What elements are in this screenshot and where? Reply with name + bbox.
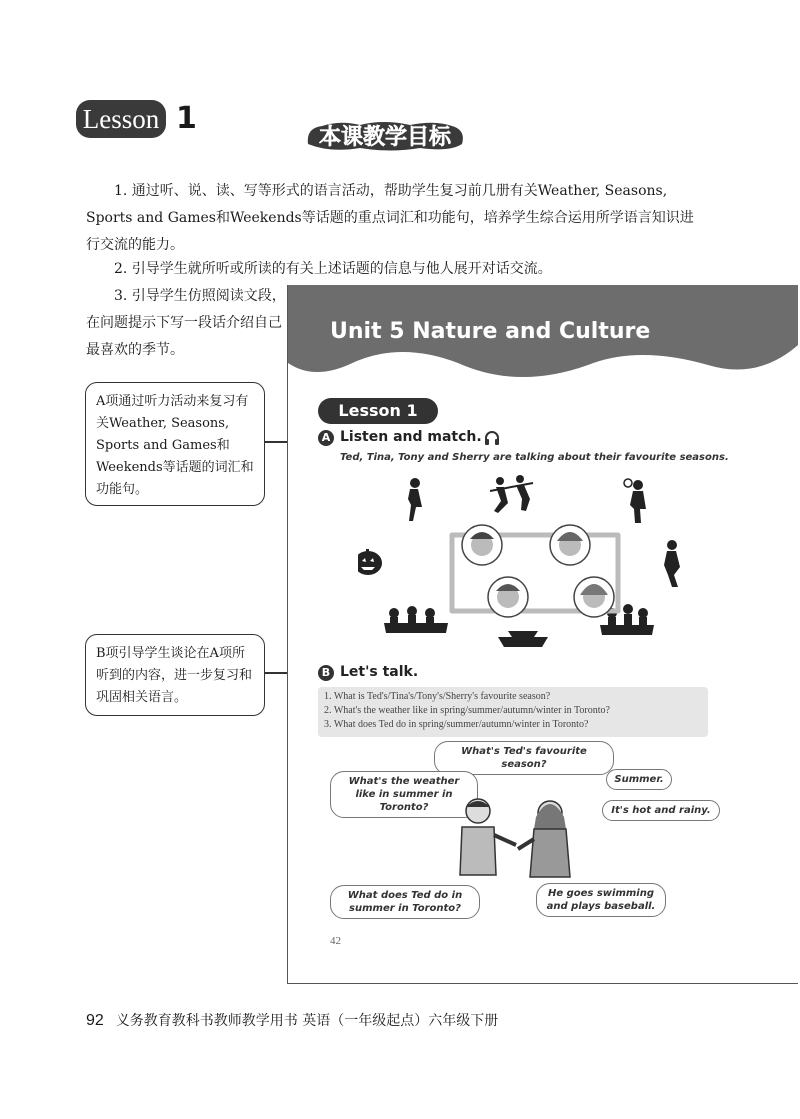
boy-figure-icon <box>460 799 516 875</box>
pumpkin-icon <box>358 549 382 575</box>
lesson-number: 1 <box>176 101 197 136</box>
sherry-face-icon <box>574 577 614 617</box>
bubble-do-answer: He goes swimming and plays baseball. <box>536 883 666 917</box>
page-footer <box>86 1010 498 1030</box>
tennis-player-icon <box>624 479 646 523</box>
unit-banner <box>288 285 798 405</box>
objective-1: 1. 通过听、说、读、写等形式的语言活动，帮助学生复习前几册有关Weather, Seasons, Sports and Games和Weekends等话题的重点词汇和功能句，培养学生综合运用所学语言知识进行交流的能力。 <box>86 183 694 253</box>
objectives-title-text: 本课教学目标 <box>318 125 452 150</box>
objective-2: 2. 引导学生就所听或所读的有关上述话题的信息与他人展开对话交流。 <box>114 261 552 277</box>
note-b-box <box>85 634 265 716</box>
bubble-hot-answer: It's hot and rainy. <box>602 800 720 821</box>
dancers-icon <box>490 475 533 513</box>
tony-face-icon <box>488 577 528 617</box>
bubble-weather-question: What's the weather like in summer in Toronto? <box>330 771 478 818</box>
picnic-group-icon <box>384 606 448 633</box>
skater-icon <box>664 540 680 587</box>
ted-face-icon <box>462 525 502 565</box>
section-b-marker: B <box>318 665 334 681</box>
section-b-questions <box>318 687 708 737</box>
skier-icon <box>408 478 422 521</box>
question-1: 1. What is Ted's/Tina's/Tony's/Sherry's favourite season? <box>324 691 551 702</box>
listen-match-illustration <box>358 475 758 675</box>
footer-book-title: 义务教育教科书教师教学用书 英语（一年级起点）六年级下册 <box>115 1013 499 1029</box>
section-b-title: Let's talk. <box>340 664 419 680</box>
bubble-summer-answer: Summer. <box>606 769 672 790</box>
textbook-page <box>287 285 798 984</box>
tina-face-icon <box>550 525 590 565</box>
section-a-title: Listen and match. <box>340 429 482 445</box>
bubble-do-question: What does Ted do in summer in Toronto? <box>330 885 480 919</box>
bubble-favourite-question: What's Ted's favourite season? <box>434 741 614 775</box>
note-a-box <box>85 382 265 506</box>
girl-figure-icon <box>518 801 570 877</box>
headphones-icon <box>484 430 500 446</box>
note-b-text: B项引导学生谈论在A项所听到的内容，进一步复习和巩固相关语言。 <box>96 646 253 705</box>
textbook-lesson-pill: Lesson 1 <box>318 398 438 424</box>
footer-page-number: 92 <box>86 1012 104 1029</box>
section-a-instruction: Ted, Tina, Tony and Sherry are talking about their favourite seasons. <box>340 452 729 463</box>
talking-characters-illustration <box>438 795 588 887</box>
objectives-title <box>300 118 470 152</box>
question-3: 3. What does Ted do in spring/summer/autumn/winter in Toronto? <box>324 719 589 730</box>
section-a-marker: A <box>318 430 334 446</box>
unit-title: Unit 5 Nature and Culture <box>330 319 651 344</box>
textbook-page-number: 42 <box>330 935 341 947</box>
objective-3: 3. 引导学生仿照阅读文段，在问题提示下写一段话介绍自己最喜欢的季节。 <box>86 288 286 358</box>
note-a-text: A项通过听力活动来复习有关Weather, Seasons, Sports and Games和Weekends等话题的词汇和功能句。 <box>96 394 254 497</box>
boat-icon <box>498 631 548 647</box>
question-2: 2. What's the weather like in spring/summer/autumn/winter in Toronto? <box>324 705 610 716</box>
lesson-badge: Lesson <box>76 100 166 138</box>
